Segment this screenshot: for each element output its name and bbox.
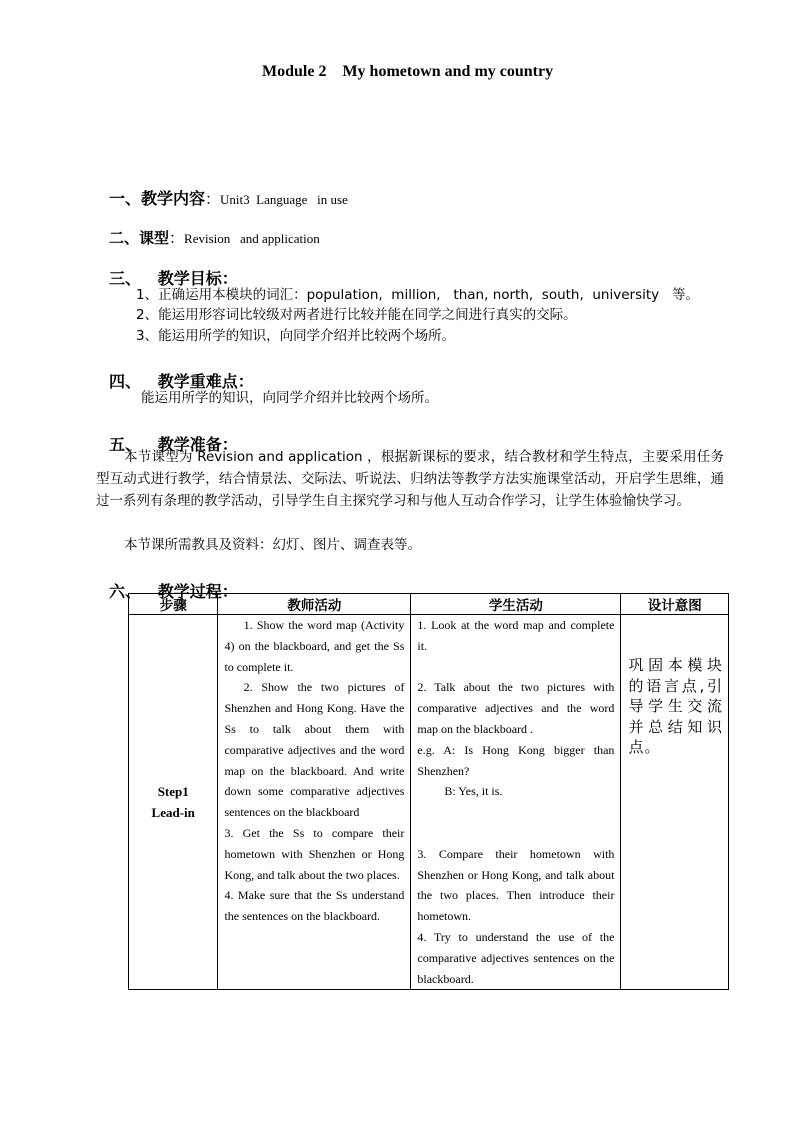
step-name: Lead-in [151,805,195,821]
student-activity-3: 3. Compare their hometown with Shenzhen or Hong Kong, and talk about the two places. Then introduce their hometown. [417,846,615,924]
teacher-activity-1: 1. Show the word map (Activity 4) on the blackboard, and get the Ss to complete it. [224,618,405,674]
section-lesson-type: 二、课型：Revision and application [109,229,320,247]
preparation-materials: 本节课所需教具及资料：幻灯、图片、调查表等。 [124,537,421,553]
design-intent-text: 巩固本模块的语言点,引导学生交流并总结知识点。 [628,656,723,756]
preparation-paragraph: 本节课型为 Revision and application ，根据新课标的要求，结合教材和学生特点，主要采用任务型互动式进行教学，结合情景法、交际法、听说法、归纳法等教学方法实施课堂活动，开启学生思维，通过一系列有条理的教学活动，引导学生自主探究学习和与他人互动合作学习，让学生体验愉快学习。 [96,449,724,509]
goal-item-1: 1、正确运用本模块的词汇：population, million, than, north, south, university 等。 [136,287,700,303]
difficulty-text: 能运用所学的知识，向同学介绍并比较两个场所。 [141,390,438,406]
step-number: Step1 [157,784,189,800]
section-content-label: 一、教学内容 [109,189,206,208]
student-activity-1: 1. Look at the word map and complete it. [417,618,615,653]
student-activity-example-a: e.g. A: Is Hong Kong bigger than Shenzhen? [417,742,615,778]
table-header-row [129,594,729,615]
teacher-activity-2: 2. Show the two pictures of Shenzhen and Hong Kong. Have the Ss to talk about them with comparative adjectives and the word map on the blackboard. And write down some comparative adjectives sentences on the blackboard [224,680,405,820]
section-lesson-type-label: 二、课型 [109,229,170,247]
teacher-activity-4: 4. Make sure that the Ss understand the sentences on the blackboard. [224,888,405,924]
table-row [129,615,729,990]
goal-item-2: 2、能运用形容词比较级对两者进行比较并能在同学之间进行真实的交际。 [136,307,577,323]
teacher-activity-cell [218,615,411,990]
student-activity-4: 4. Try to understand the use of the comparative adjectives sentences on the blackboard. [417,929,615,986]
section-preparation-label: 五、 教学准备： [109,435,238,454]
section-lesson-type-value: Revision and application [184,231,320,246]
header-student-activity: 学生活动 [411,594,621,615]
student-activity-2: 2. Talk about the two pictures with comparative adjectives and the word map on the blackboard . [417,680,615,736]
section-difficulty-label: 四、 教学重难点： [109,372,254,391]
process-table [128,593,729,990]
section-content: 一、教学内容：Unit3 Language in use [109,189,348,208]
section-goals-label: 三、 教学目标： [109,269,238,288]
section-content-value: Unit3 Language in use [220,192,348,207]
goal-item-3: 3、能运用所学的知识，向同学介绍并比较两个场所。 [136,328,456,344]
step-cell [129,615,218,990]
student-activity-example-b: B: Yes, it is. [444,784,503,799]
header-design-intent: 设计意图 [621,594,729,615]
student-activity-cell [411,615,621,990]
section-process-label: 六、 教学过程： [109,582,238,601]
design-intent-cell [621,615,729,990]
page-title: Module 2 My hometown and my country [262,63,554,80]
teacher-activity-3: 3. Get the Ss to compare their hometown with Shenzhen or Hong Kong, and talk about the two places. [224,825,405,882]
header-step: 步骤 [129,594,218,615]
header-teacher-activity: 教师活动 [218,594,411,615]
